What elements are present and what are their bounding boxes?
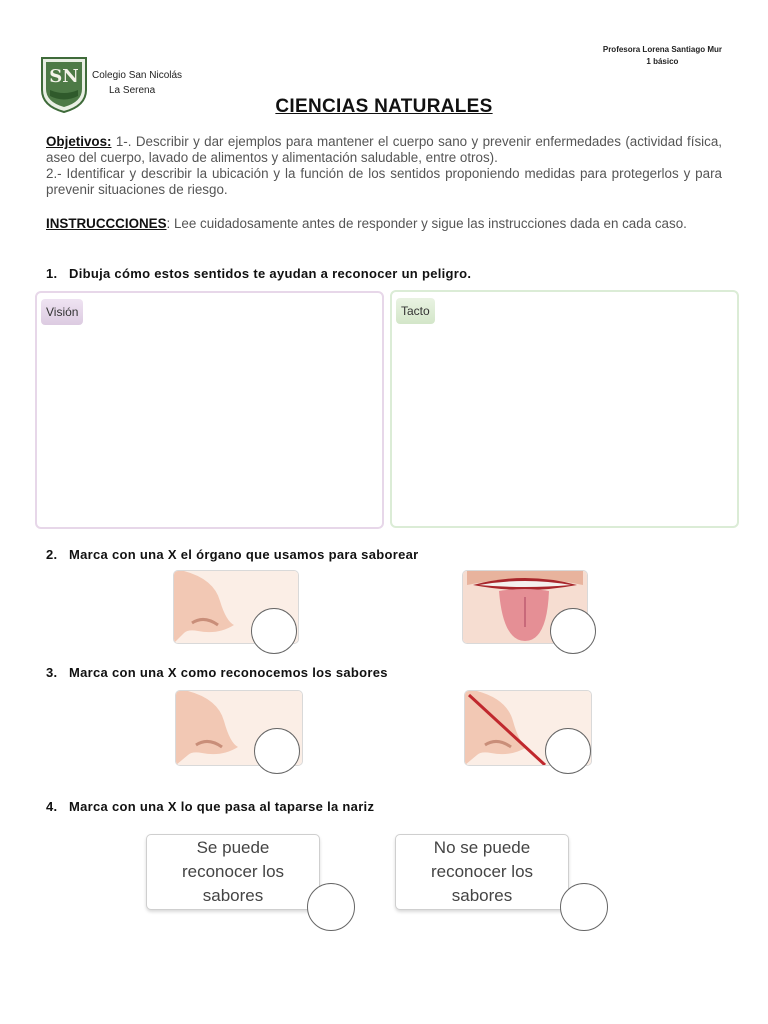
question-text: Marca con una X el órgano que usamos para saborear: [69, 547, 419, 562]
question-1: [46, 266, 471, 281]
answer-card-right: [395, 834, 569, 910]
answer-circle[interactable]: [307, 883, 355, 931]
school-line-2: La Serena: [109, 85, 156, 96]
objective-2: 2.- Identificar y describir la ubicación y la función de los sentidos proponiendo medidas para protegerlos y para prevenir situaciones de riesgo.: [46, 166, 722, 197]
tacto-label: Tacto: [396, 298, 435, 324]
instructions-text: : Lee cuidadosamente antes de responder y sigue las instrucciones dada en cada caso.: [166, 216, 687, 231]
card-line: reconocer los: [181, 862, 285, 881]
drawing-box-tacto[interactable]: [390, 290, 739, 528]
question-2: [46, 547, 419, 562]
answer-circle[interactable]: [545, 728, 591, 774]
card-line: sabores: [451, 886, 513, 905]
instructions-label: INSTRUCCCIONES: [46, 216, 167, 231]
answer-circle[interactable]: [550, 608, 596, 654]
page-title: CIENCIAS NATURALES: [275, 96, 493, 117]
card-line: reconocer los: [430, 862, 534, 881]
question-number: 3.: [46, 665, 58, 680]
school-line-1: Colegio San Nicolás: [92, 70, 183, 81]
question-number: 1.: [46, 266, 58, 281]
question-text: Marca con una X como reconocemos los sabores: [69, 665, 388, 680]
answer-circle[interactable]: [251, 608, 297, 654]
vision-label: Visión: [41, 299, 83, 325]
card-line: Se puede: [196, 838, 270, 857]
drawing-box-vision[interactable]: [35, 291, 384, 529]
answer-circle[interactable]: [560, 883, 608, 931]
objectives-label: Objetivos:: [46, 134, 112, 149]
instructions: [46, 216, 722, 232]
school-name: [92, 68, 182, 98]
answer-circle[interactable]: [254, 728, 300, 774]
answer-card-left: [146, 834, 320, 910]
question-text: Dibuja cómo estos sentidos te ayudan a reconocer un peligro.: [69, 266, 472, 281]
teacher-info: [603, 44, 722, 68]
objectives: [46, 134, 722, 198]
objective-1: 1-. Describir y dar ejemplos para mantener el cuerpo sano y prevenir enfermedades (actividad física, aseo del cuerpo, lavado de alimentos y alimentación saludable, entre otros).: [46, 134, 722, 165]
card-line: sabores: [202, 886, 264, 905]
teacher-name: Profesora Lorena Santiago Mur: [602, 45, 722, 54]
question-4: [46, 799, 374, 814]
card-line: No se puede: [433, 838, 531, 857]
question-number: 2.: [46, 547, 58, 562]
question-text: Marca con una X lo que pasa al taparse la nariz: [69, 799, 375, 814]
question-number: 4.: [46, 799, 58, 814]
question-3: [46, 665, 388, 680]
logo-text: SN: [49, 66, 79, 87]
grade-label: 1 básico: [646, 57, 679, 66]
